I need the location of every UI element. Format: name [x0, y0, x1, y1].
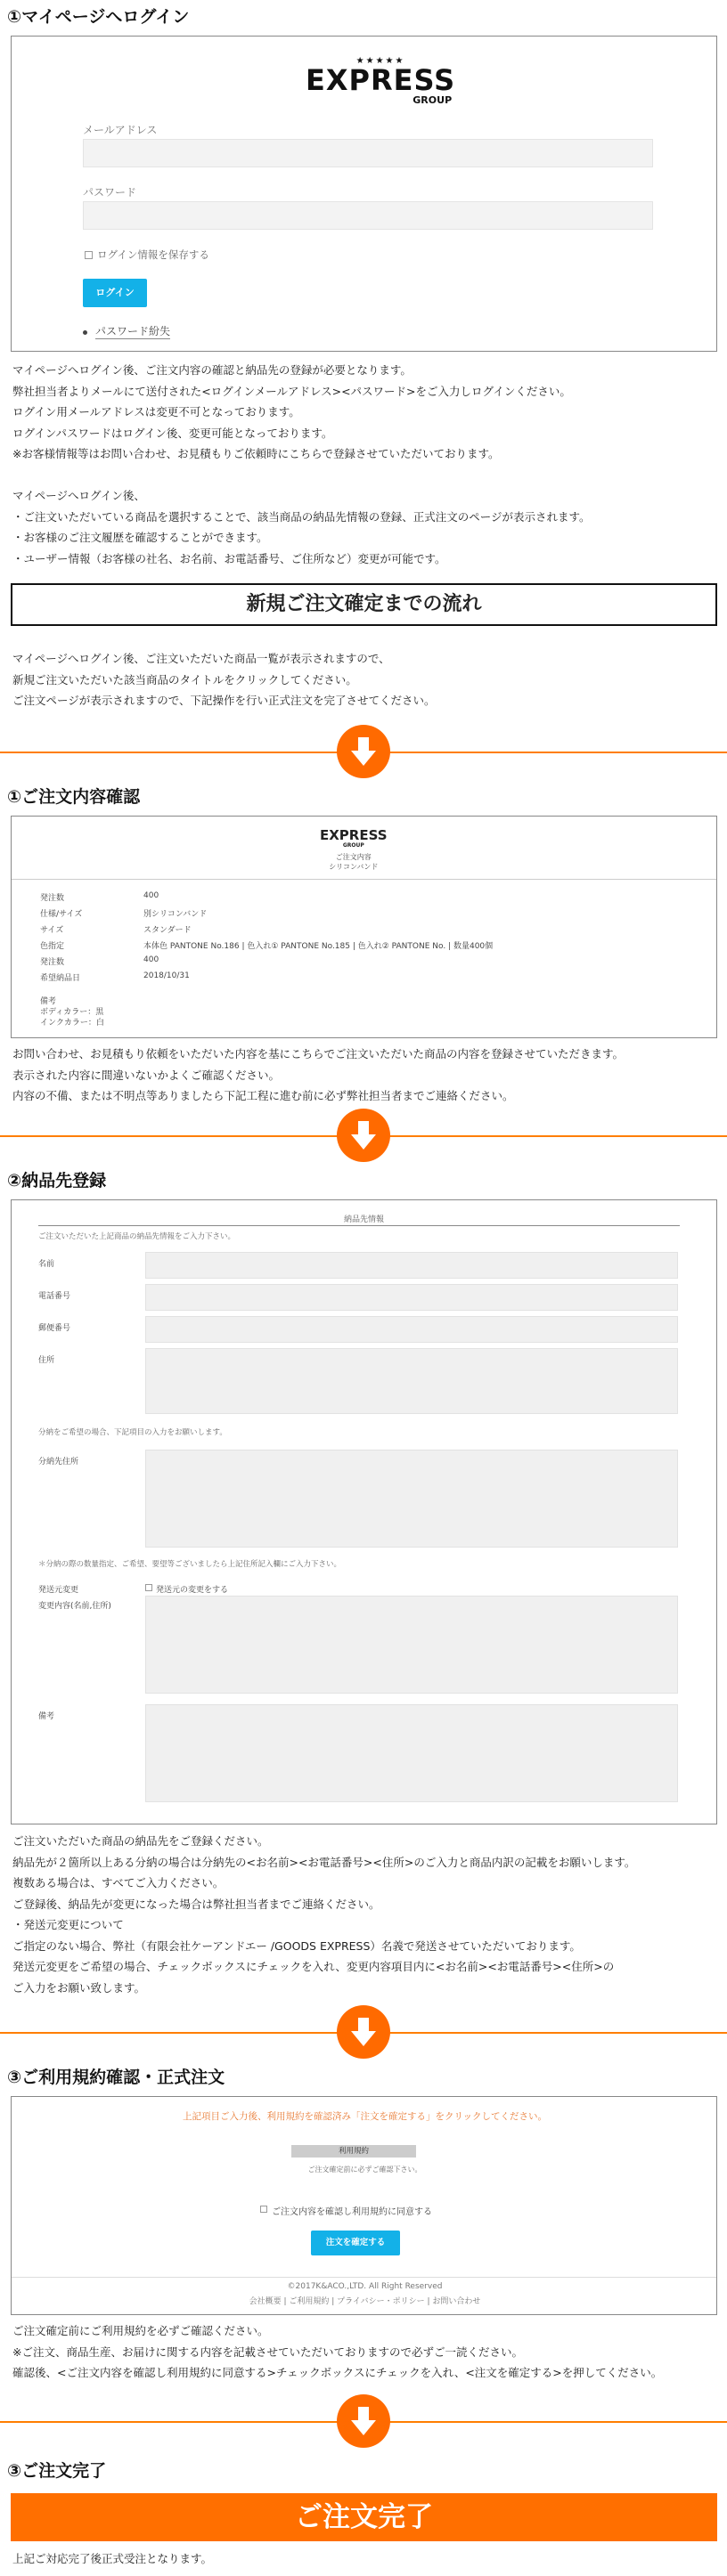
- express-group-logo: [320, 829, 388, 872]
- delivery-form-panel: [11, 1199, 717, 1824]
- text-line: 確認後、<ご注文内容を確認し利用規約に同意する>チェックボックスにチェックを入れ、<注文を確定する>を押してください。: [12, 2366, 663, 2379]
- delivery-description: [12, 1831, 635, 1998]
- sender-change-checkbox[interactable]: [145, 1584, 152, 1591]
- name-field[interactable]: [145, 1252, 678, 1279]
- email-field[interactable]: [83, 139, 653, 167]
- flow-description: [12, 648, 436, 711]
- section-title-complete: ③ご注文完了: [7, 2461, 107, 2481]
- row-value: 400: [143, 891, 159, 900]
- text-line: 発送元変更をご希望の場合、チェックボックスにチェックを入れ、変更内容項目内に<お名前><お電話番号><住所>の: [12, 1960, 615, 1973]
- text-line: ※お客様情報等はお問い合わせ、お見積もりご依頼時にこちらで登録させていただいております。: [12, 447, 500, 460]
- remarks-line: インクカラー：白: [40, 1019, 104, 1028]
- footer-divider: [12, 2277, 716, 2278]
- row-value: 400: [143, 955, 159, 964]
- text-line: ご指定のない場合、弊社（有限会社ケーアンドエー /GOODS EXPRESS）名義で発送させていただいております。: [12, 1938, 581, 1953]
- row-label: サイズ: [40, 926, 64, 935]
- text-line: 複数ある場合は、すべてご入力ください。: [12, 1876, 225, 1889]
- text-line: マイページへログイン後、ご注文内容の確認と納品先の登録が必要となります。: [12, 363, 412, 377]
- terms-panel: [11, 2096, 717, 2315]
- remarks-field[interactable]: [145, 1704, 678, 1802]
- change-content-field[interactable]: [145, 1596, 678, 1694]
- phone-label: 電話番号: [38, 1292, 71, 1301]
- text-line: ログインパスワードはログイン後、変更可能となっております。: [12, 426, 333, 440]
- remarks-line: ボディカラー：黒: [40, 1008, 104, 1017]
- row-value: 2018/10/31: [143, 971, 190, 980]
- row-label: 発注数: [40, 958, 65, 967]
- logo-sub: GROUP: [342, 842, 364, 849]
- confirm-order-button[interactable]: 注文を確定する: [311, 2231, 400, 2255]
- flow-title: 新規ご注文確定までの流れ: [11, 583, 717, 626]
- text-line: ログイン用メールアドレスは変更不可となっております。: [12, 405, 300, 418]
- forgot-password-link[interactable]: パスワード紛失: [95, 325, 171, 337]
- text-line: [12, 465, 591, 486]
- text-line: 新規ご注文いただいた該当商品のタイトルをクリックしてください。: [12, 672, 357, 687]
- text-line: ・発送元変更について: [12, 1918, 124, 1931]
- text-line: ・ご注文いただいている商品を選択することで、該当商品の納品先情報の登録、正式注文のページが表示されます。: [12, 509, 591, 524]
- footer-links[interactable]: 会社概要 | ご利用規約 | プライバシー・ポリシー | お問い合わせ: [249, 2297, 481, 2306]
- text-line: ご注文いただいた商品の納品先をご登録ください。: [12, 1834, 269, 1848]
- remember-checkbox[interactable]: [85, 251, 93, 259]
- section-title-login: ①マイページへログイン: [7, 7, 190, 27]
- login-description: [12, 360, 591, 569]
- row-label: 仕様/サイズ: [40, 910, 83, 919]
- logo-stars: ★★★★★: [355, 56, 405, 66]
- sender-change-checkbox-label: 発送元の変更をする: [156, 1586, 229, 1595]
- form-title-underline: [38, 1225, 680, 1226]
- split-address-field[interactable]: [145, 1450, 678, 1548]
- text-line: ※ご注文、商品生産、お届けに関する内容を記載させていただいておりますので必ずご一読ください。: [12, 2344, 523, 2359]
- split-address-label: 分納先住所: [38, 1458, 79, 1467]
- login-button[interactable]: ログイン: [83, 279, 147, 307]
- login-panel: [11, 36, 717, 352]
- split-note: 分納をご希望の場合、下記項目の入力をお願いします。: [38, 1428, 227, 1437]
- text-line: 弊社担当者よりメールにて送付された<ログインメールアドレス><パスワード>をご入力しログインください。: [12, 384, 571, 398]
- forgot-bullet: [83, 330, 87, 335]
- agree-checkbox[interactable]: [260, 2206, 267, 2213]
- text-line: マイページへログイン後、: [12, 489, 145, 502]
- down-arrow-icon: [337, 2005, 390, 2059]
- header-divider: [12, 879, 716, 880]
- row-label: 色指定: [40, 942, 65, 951]
- text-line: ご注文ページが表示されますので、下記操作を行い正式注文を完了させてください。: [12, 694, 436, 707]
- sender-change-label: 発送元変更: [38, 1586, 79, 1595]
- row-label: 発注数: [40, 894, 65, 903]
- row-value: スタンダード: [143, 926, 192, 935]
- text-line: ご入力をお願い致します。: [12, 1980, 146, 1995]
- logo-sub: GROUP: [413, 94, 453, 106]
- postal-label: 郵便番号: [38, 1324, 71, 1333]
- terms-notice: 上記項目ご入力後、利用規約を確認済み「注文を確定する」をクリックしてください。: [182, 2111, 548, 2122]
- section-title-delivery: ②納品先登録: [7, 1171, 107, 1190]
- split-note-2: ＊分納の際の数量指定、ご希望、要望等ございましたら上記住所記入欄にご入力下さい。: [38, 1560, 342, 1569]
- text-line: ・お客様のご注文履歴を確認することができます。: [12, 531, 268, 544]
- remarks-label: 備考: [40, 997, 57, 1006]
- text-line: ・ユーザー情報（お客様の社名、お名前、お電話番号、ご住所など）変更が可能です。: [12, 551, 446, 565]
- terms-sub: ご注文確定前に必ずご確認下さい。: [307, 2166, 422, 2174]
- order-confirm-panel: [11, 816, 717, 1038]
- password-field[interactable]: [83, 201, 653, 230]
- text-line: ご注文確定前にご利用規約を必ずご確認ください。: [12, 2324, 269, 2337]
- row-value: 別シリコンバンド: [143, 910, 208, 919]
- form-title: 納品先情報: [343, 1215, 384, 1224]
- address-label: 住所: [38, 1356, 55, 1365]
- logo-brand: EXPRESS: [320, 827, 388, 843]
- order-complete-banner: ご注文完了: [11, 2493, 717, 2541]
- form-intro: ご注文いただいた上記商品の納品先情報をご入力下さい。: [38, 1232, 236, 1241]
- down-arrow-icon: [337, 1109, 390, 1162]
- text-line: 納品先が２箇所以上ある分納の場合は分納先の<お名前><お電話番号><住所>のご入力と商品内訳の記載をお願いします。: [12, 1855, 636, 1869]
- text-line: 表示された内容に間違いないかよくご確認ください。: [12, 1068, 281, 1082]
- order-header-sub1: ご注文内容: [335, 853, 372, 861]
- terms-description: [12, 2320, 662, 2384]
- copyright: ©2017K&ACO.,LTD. All Right Reserved: [287, 2282, 443, 2291]
- order-header-sub2: シリコンバンド: [329, 863, 379, 871]
- text-line: 内容の不備、または不明点等ありましたら下記工程に進む前に必ず弊社担当者までご連絡ください。: [12, 1089, 514, 1102]
- name-label: 名前: [38, 1260, 55, 1269]
- section-title-terms: ③ご利用規約確認・正式注文: [7, 2068, 225, 2087]
- change-content-label: 変更内容(名前,住所): [38, 1602, 111, 1611]
- order-confirm-description: [12, 1044, 624, 1107]
- phone-field[interactable]: [145, 1284, 678, 1311]
- remarks-label: 備考: [38, 1712, 55, 1721]
- text-line: マイページへログイン後、ご注文いただいた商品一覧が表示されますので、: [12, 652, 390, 665]
- postal-field[interactable]: [145, 1316, 678, 1343]
- remember-label: ログイン情報を保存する: [97, 248, 209, 261]
- row-value: 本体色 PANTONE No.186 | 色入れ① PANTONE No.185 | 色入れ② PANTONE No. | 数量400個: [143, 942, 494, 951]
- section-title-order-confirm: ①ご注文内容確認: [7, 787, 141, 807]
- address-field[interactable]: [145, 1348, 678, 1414]
- row-label: 希望納品日: [40, 974, 81, 983]
- password-label: パスワード: [83, 186, 137, 199]
- down-arrow-icon: [337, 725, 390, 778]
- logo-brand: EXPRESS: [306, 63, 456, 97]
- terms-label[interactable]: 利用規約: [291, 2145, 416, 2158]
- complete-description: 上記ご対応完了後正式受注となります。: [12, 2552, 213, 2565]
- text-line: ご登録後、納品先が変更になった場合は弊社担当者までご連絡ください。: [12, 1897, 380, 1911]
- text-line: お問い合わせ、お見積もり依頼をいただいた内容を基にこちらでご注文いただいた商品の内容を登録させていただきます。: [12, 1047, 625, 1060]
- express-group-logo: [306, 56, 455, 106]
- agree-label: ご注文内容を確認し利用規約に同意する: [272, 2207, 432, 2217]
- down-arrow-icon: [337, 2394, 390, 2448]
- email-label: メールアドレス: [83, 124, 158, 136]
